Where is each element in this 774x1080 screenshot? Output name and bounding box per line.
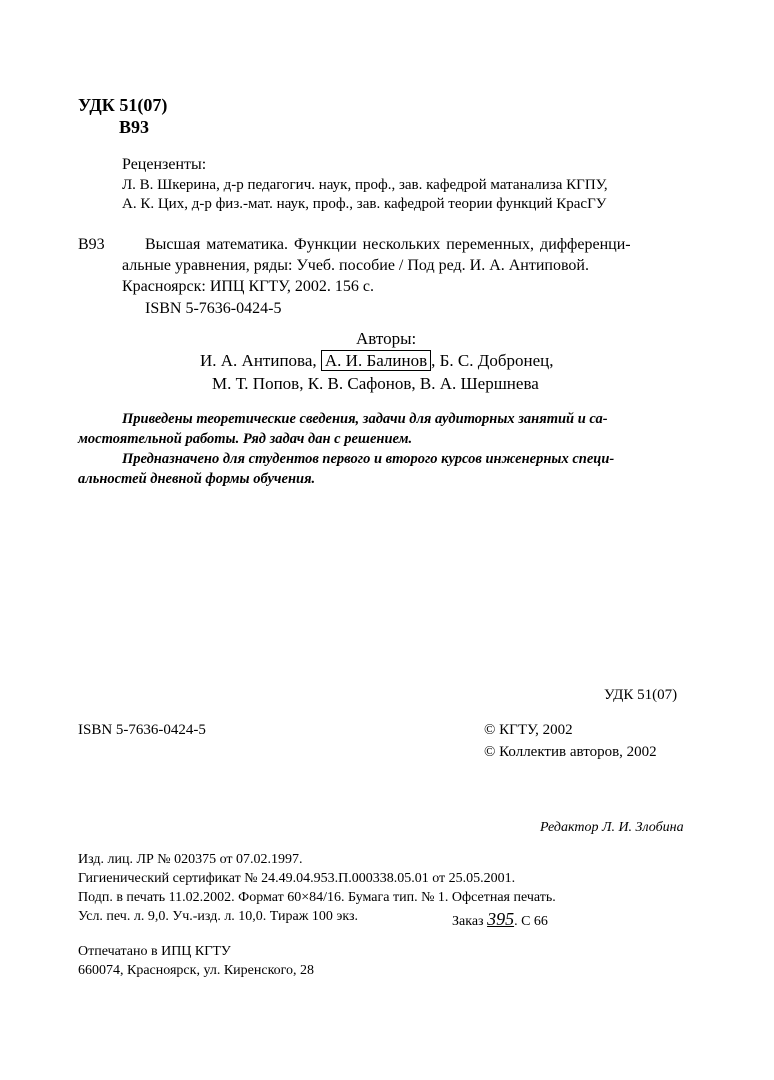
editor: Редактор Л. И. Злобина: [540, 820, 684, 835]
imprint-sheets: Усл. печ. л. 9,0. Уч.-изд. л. 10,0. Тираж 100 экз.: [78, 909, 359, 924]
authors-line-2: М. Т. Попов, К. В. Сафонов, В. А. Шершнева: [212, 374, 539, 393]
imprint-certificate: Гигиенический сертификат № 24.49.04.953.П.000338.05.01 от 25.05.2001.: [78, 871, 516, 886]
author-dobronets: , Б. С. Добронец,: [431, 351, 554, 370]
reviewer-2: А. К. Цих, д-р физ.-мат. наук, проф., зав. кафедрой теории функций КрасГУ: [122, 196, 607, 212]
authors-line-1: [200, 352, 553, 369]
copyright-kgtu: © КГТУ, 2002: [484, 722, 573, 738]
annotation-p2-line-2: альностей дневной формы обучения.: [78, 471, 316, 487]
reviewers-heading: Рецензенты:: [122, 156, 207, 173]
printed-line-1: Отпечатано в ИПЦ КГТУ: [78, 944, 231, 959]
annotation-p2-line-1: Предназначено для студентов первого и второго курсов инженерных специ-: [122, 451, 615, 467]
reviewer-1: Л. В. Шкерина, д-р педагогич. наук, проф., зав. кафедрой матанализа КГПУ,: [122, 177, 608, 193]
catalog-isbn: ISBN 5-7636-0424-5: [145, 300, 282, 317]
catalog-code: В93: [78, 236, 105, 253]
catalog-line-1: Высшая математика. Функции нескольких переменных, дифференци-: [145, 236, 631, 253]
catalog-line-3: Красноярск: ИПЦ КГТУ, 2002. 156 с.: [122, 278, 374, 295]
author-balinov: А. И. Балинов: [321, 350, 431, 371]
imprint-order: [452, 910, 548, 929]
annotation-p1-line-2: мостоятельной работы. Ряд задач дан с решением.: [78, 431, 413, 447]
udk-bottom: УДК 51(07): [604, 687, 678, 703]
order-suffix: . С 66: [514, 914, 548, 929]
catalog-line-2: альные уравнения, ряды: Учеб. пособие / Под ред. И. А. Антиповой.: [122, 257, 589, 274]
order-number: 395: [487, 909, 515, 929]
order-label: Заказ: [452, 914, 484, 929]
authors-heading: Авторы:: [356, 329, 417, 348]
imprint-signed: Подп. в печать 11.02.2002. Формат 60×84/16. Бумага тип. № 1. Офсетная печать.: [78, 890, 556, 905]
annotation-p1-line-1: Приведены теоретические сведения, задачи для аудиторных занятий и са-: [122, 411, 608, 427]
copyright-authors: © Коллектив авторов, 2002: [484, 744, 657, 760]
isbn-bottom: ISBN 5-7636-0424-5: [78, 722, 206, 738]
printed-line-2: 660074, Красноярск, ул. Киренского, 28: [78, 963, 315, 978]
author-sign-top: В93: [119, 117, 150, 137]
udk-top: УДК 51(07): [78, 95, 168, 115]
imprint-license: Изд. лиц. ЛР № 020375 от 07.02.1997.: [78, 852, 303, 867]
author-antipova: И. А. Антипова,: [200, 351, 317, 370]
